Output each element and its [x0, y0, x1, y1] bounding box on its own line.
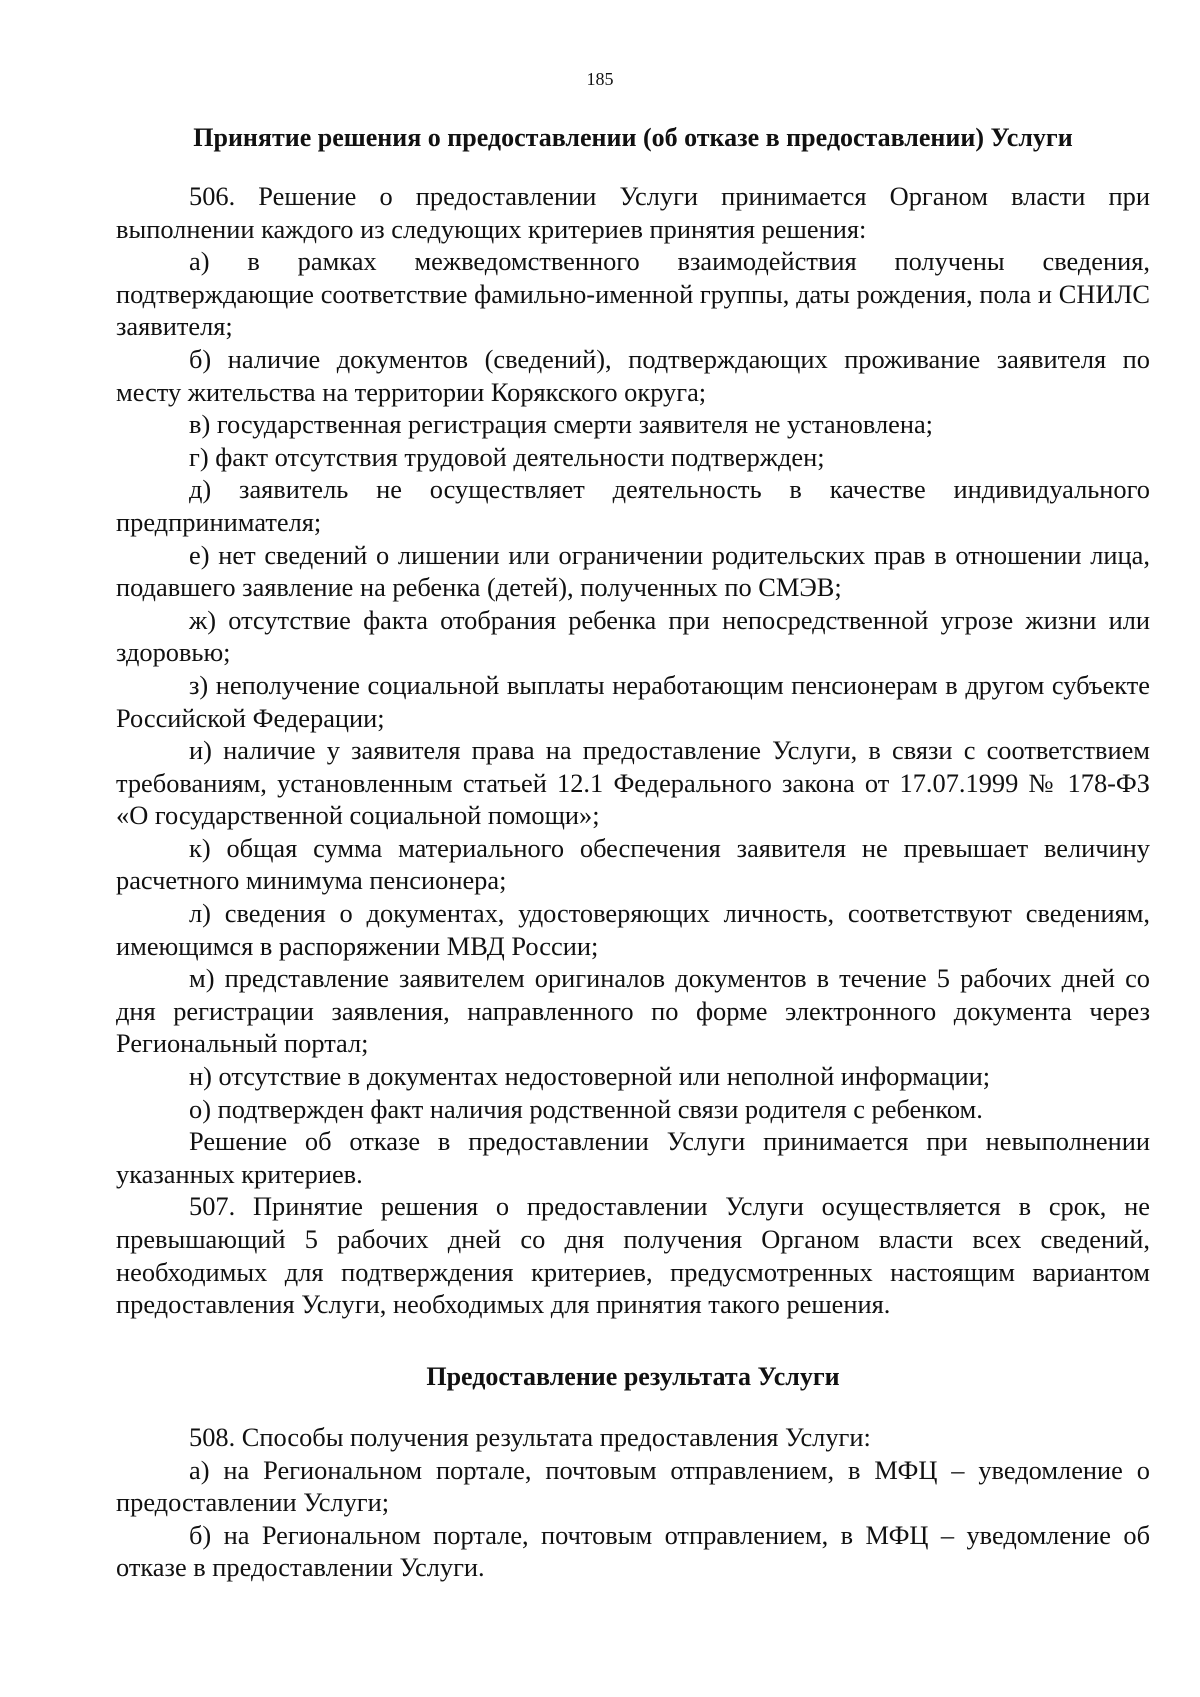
section-body-decision — [116, 180, 1150, 1321]
criterion-k: к) общая сумма материального обеспечения заявителя не превышает величину расчетного минимума пенсионера; — [116, 832, 1150, 896]
criterion-i: и) наличие у заявителя права на предоставление Услуги, в связи с соответствием требованиям, установленным статьей 12.1 Федерального закона от 17.07.1999 № 178-ФЗ «О государственной социальной помощи»; — [116, 735, 1150, 831]
section-heading-result: Предоставление результата Услуги — [426, 1362, 840, 1391]
criterion-v: в) государственная регистрация смерти заявителя не установлена; — [189, 409, 934, 440]
criterion-n: н) отсутствие в документах недостоверной или неполной информации; — [189, 1061, 991, 1092]
page-number: 185 — [586, 69, 614, 89]
criterion-m: м) представление заявителем оригиналов документов в течение 5 рабочих дней со дня регистрации заявления, направленного по форме электронного документа через Региональный портал; — [116, 963, 1150, 1059]
criterion-z: з) неполучение социальной выплаты неработающим пенсионерам в другом субъекте Российской Федерации; — [116, 669, 1150, 733]
criterion-a: а) в рамках межведомственного взаимодействия получены сведения, подтверждающие соответствие фамильно-именной группы, даты рождения, пола и СНИЛС заявителя; — [116, 246, 1150, 342]
criterion-l: л) сведения о документах, удостоверяющих личность, соответствуют сведениям, имеющимся в распоряжении МВД России; — [116, 898, 1150, 961]
result-method-a: а) на Региональном портале, почтовым отправлением, в МФЦ – уведомление о предоставлении Услуги; — [116, 1454, 1150, 1518]
refusal-paragraph: Решение об отказе в предоставлении Услуги принимается при невыполнении указанных критериев. — [116, 1126, 1150, 1189]
paragraph-507: 507. Принятие решения о предоставлении Услуги осуществляется в срок, не превышающий 5 рабочих дней со дня получения Органом власти всех сведений, необходимых для подтверждения критериев, предусмотренных настоящим вариантом предоставления Услуги, необходимых для принятия такого решения. — [116, 1191, 1150, 1320]
criterion-b: б) наличие документов (сведений), подтверждающих проживание заявителя по месту жительства на территории Корякского округа; — [116, 343, 1150, 407]
paragraph-506: 506. Решение о предоставлении Услуги принимается Органом власти при выполнении каждого из следующих критериев принятия решения: — [116, 181, 1150, 244]
criterion-zh: ж) отсутствие факта отобрания ребенка при непосредственной угрозе жизни или здоровью; — [116, 604, 1150, 668]
criterion-d: д) заявитель не осуществляет деятельность в качестве индивидуального предпринимателя; — [116, 474, 1150, 537]
section-body-result — [116, 1421, 1150, 1584]
criterion-g: г) факт отсутствия трудовой деятельности подтвержден; — [189, 441, 825, 472]
section-heading-decision: Принятие решения о предоставлении (об отказе в предоставлении) Услуги — [193, 123, 1073, 152]
criterion-o: о) подтвержден факт наличия родственной связи родителя с ребенком. — [189, 1093, 983, 1124]
result-method-b: б) на Региональном портале, почтовым отправлением, в МФЦ – уведомление об отказе в предоставлении Услуги. — [116, 1519, 1150, 1583]
criterion-e: е) нет сведений о лишении или ограничении родительских прав в отношении лица, подавшего заявление на ребенка (детей), полученных по СМЭВ; — [116, 539, 1150, 603]
paragraph-508: 508. Способы получения результата предоставления Услуги: — [189, 1422, 871, 1452]
